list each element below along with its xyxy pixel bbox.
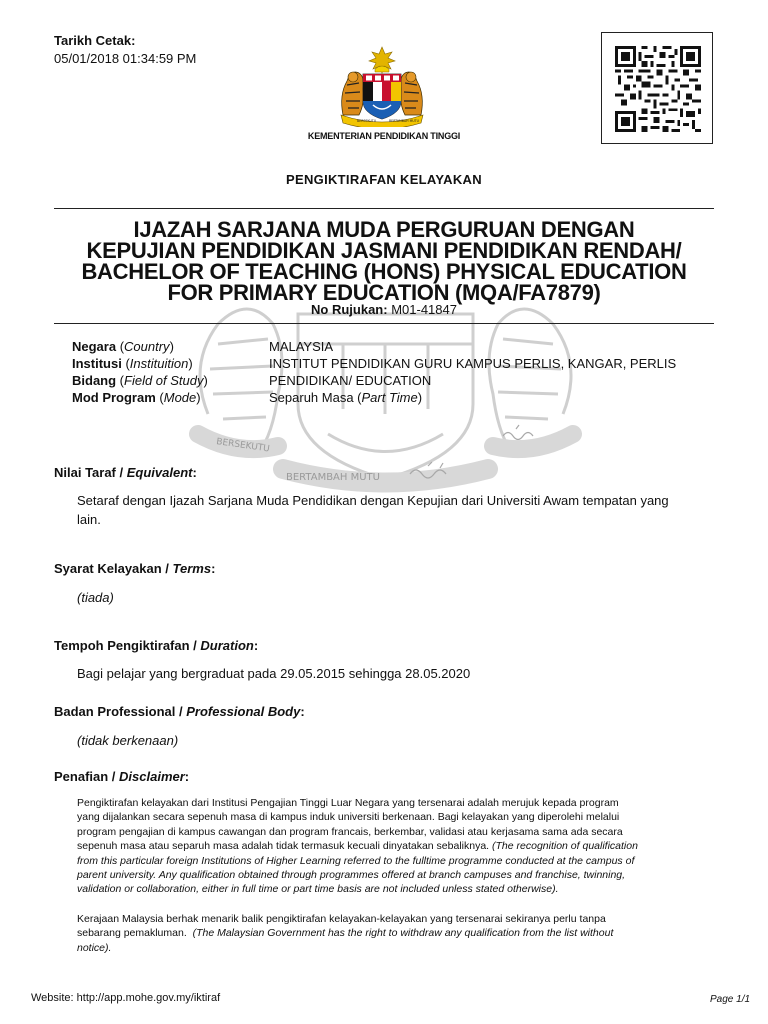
details-list bbox=[72, 339, 676, 407]
terms-heading: Syarat Kelayakan / Terms: bbox=[54, 561, 216, 576]
ministry-name: KEMENTERIAN PENDIDIKAN TINGGI bbox=[307, 131, 461, 141]
detail-row-country bbox=[72, 339, 676, 356]
duration-text: Bagi pelajar yang bergraduat pada 29.05.2015 sehingga 28.05.2020 bbox=[77, 666, 471, 681]
section-title: PENGIKTIRAFAN KELAYAKAN bbox=[286, 172, 482, 187]
detail-row-mode bbox=[72, 390, 676, 407]
equivalent-text: Setaraf dengan Ijazah Sarjana Muda Pendidikan dengan Kepujian dari Universiti Awam tempatan yang lain. bbox=[77, 493, 669, 527]
detail-key: Bidang (Field of Study) bbox=[72, 373, 208, 388]
detail-value: Separuh Masa (Part Time) bbox=[269, 390, 423, 405]
reference-number bbox=[0, 302, 768, 317]
detail-value: PENDIDIKAN/ EDUCATION bbox=[269, 373, 432, 388]
professional-body-heading: Badan Professional / Professional Body: bbox=[54, 704, 305, 719]
disclaimer-paragraph-2: Kerajaan Malaysia berhak menarik balik pengiktirafan kelayakan-kelayakan yang tersenarai sekiranya perlu tanpa sebarang pemakluman. (The Malaysian Government has the right to withdraw any qualification from the list without notice). bbox=[77, 913, 614, 954]
qualification-title-line: FOR PRIMARY EDUCATION (MQA/FA7879) bbox=[167, 280, 601, 305]
title-rule-top bbox=[54, 208, 714, 209]
svg-text:BERTAMBAH MUTU: BERTAMBAH MUTU bbox=[389, 119, 419, 123]
detail-value: MALAYSIA bbox=[269, 339, 334, 354]
qualification-title-line: KEPUJIAN PENDIDIKAN JASMANI PENDIDIKAN RENDAH/ bbox=[86, 238, 682, 263]
reference-value: M01-41847 bbox=[391, 302, 457, 317]
equivalent-heading: Nilai Taraf / Equivalent: bbox=[54, 465, 197, 480]
qr-code-icon bbox=[601, 32, 713, 144]
qualification-title bbox=[50, 219, 718, 303]
watermark-motto-bottom: BERTAMBAH MUTU bbox=[286, 472, 380, 483]
detail-key: Negara (Country) bbox=[72, 339, 174, 354]
title-rule-bottom bbox=[54, 323, 714, 324]
detail-key: Mod Program (Mode) bbox=[72, 390, 201, 405]
qualification-title-line: IJAZAH SARJANA MUDA PERGURUAN DENGAN bbox=[133, 217, 635, 242]
professional-body-text: (tidak berkenaan) bbox=[77, 733, 179, 748]
print-date-label: Tarikh Cetak: bbox=[54, 33, 136, 48]
reference-label: No Rujukan: bbox=[311, 302, 388, 317]
footer-website: Website: http://app.mohe.gov.my/iktiraf bbox=[31, 992, 221, 1004]
watermark-motto-left: BERSEKUTU bbox=[215, 437, 271, 455]
qualification-title-line: BACHELOR OF TEACHING (HONS) PHYSICAL EDUCATION bbox=[81, 259, 687, 284]
detail-row-field bbox=[72, 373, 676, 390]
duration-heading: Tempoh Pengiktirafan / Duration: bbox=[54, 638, 259, 653]
disclaimer-paragraph-1: Pengiktirafan kelayakan dari Institusi Pengajian Tinggi Luar Negara yang tersenarai adalah merujuk kepada program yang dijalankan secara sepenuh masa di kampus induk universiti berkenaan. Bagi kelayakan yang diperolehi melalui program pengajian di kampus cawangan dan program francais, berkembar, validasi atau kerjasama sama ada secara sepenuh masa atau separuh masa adalah tidak termasuk kecuali dinyatakan sebaliknya. (The recognition of qualification from this particular foreign Institutions of Higher Learning referred to the fulltime programme conducted at the campus of parent university. Any qualification obtained through programmes offered at branch campuses and franchise, twinning, validation or collaboration, either in full time or part time basis are not included unless stated otherwise). bbox=[77, 797, 638, 896]
detail-value: INSTITUT PENDIDIKAN GURU KAMPUS PERLIS, KANGAR, PERLIS bbox=[269, 356, 677, 371]
print-date-value: 05/01/2018 01:34:59 PM bbox=[54, 51, 197, 66]
terms-text: (tiada) bbox=[77, 590, 114, 605]
detail-row-institution bbox=[72, 356, 676, 373]
svg-text:BERSEKUTU: BERSEKUTU bbox=[357, 119, 377, 123]
disclaimer-heading: Penafian / Disclaimer: bbox=[54, 769, 190, 784]
malaysia-coat-of-arms-icon bbox=[335, 45, 429, 127]
footer-page-number: Page 1/1 bbox=[710, 994, 751, 1005]
detail-key: Institusi (Instituition) bbox=[72, 356, 193, 371]
